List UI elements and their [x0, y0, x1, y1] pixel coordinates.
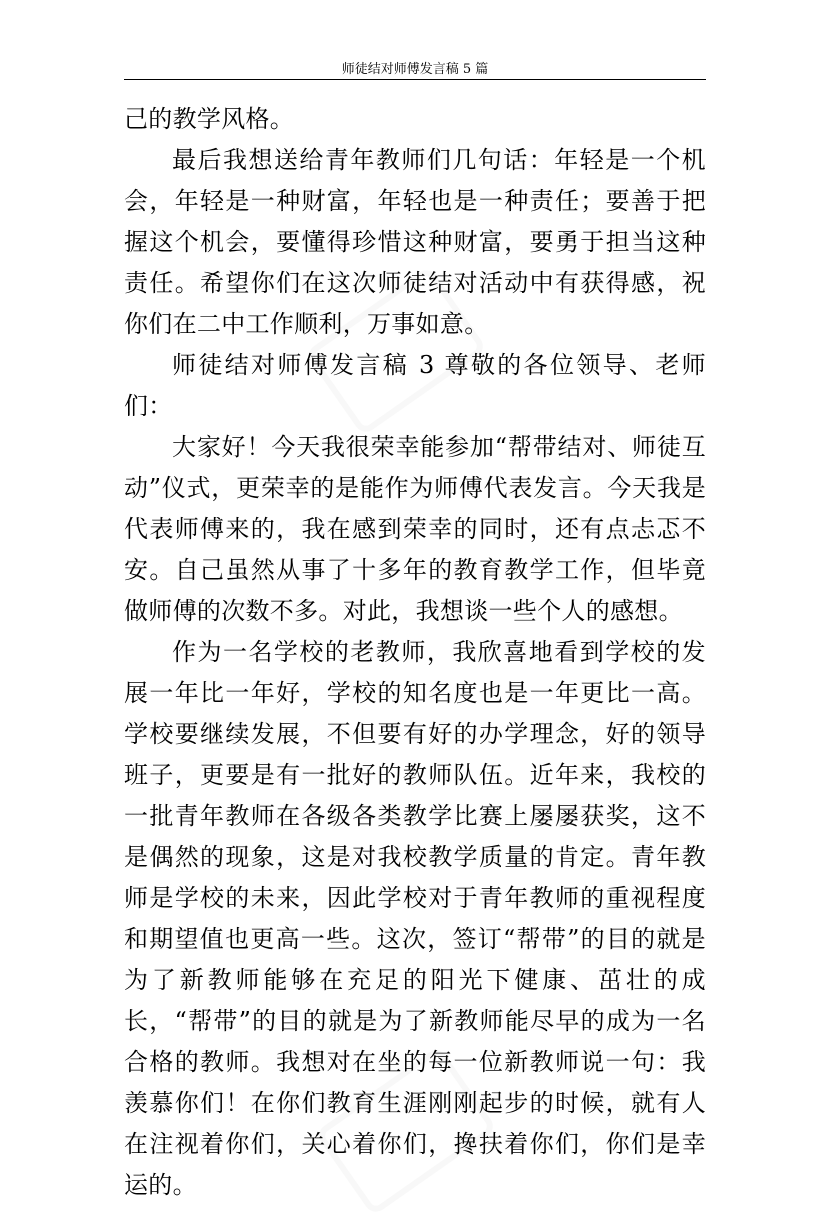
- document-body: [124, 99, 706, 1206]
- paragraph-greeting: 大家好！今天我很荣幸能参加“帮带结对、师徒互动”仪式，更荣幸的是能作为师傅代表发言。今天我是代表师傅来的，我在感到荣幸的同时，还有点忐忑不安。自己虽然从事了十多年的教育教学工作，但毕竟做师傅的次数不多。对此，我想谈一些个人的感想。: [124, 433, 706, 625]
- paragraph-closing-message: 最后我想送给青年教师们几句话：年轻是一个机会，年轻是一种财富，年轻也是一种责任；要善于把握这个机会，要懂得珍惜这种财富，要勇于担当这种责任。希望你们在这次师徒结对活动中有获得感，祝你们在二中工作顺利，万事如意。: [124, 146, 706, 338]
- paragraph-continuation: 己的教学风格。: [124, 105, 295, 133]
- paragraph-section-heading: 师徒结对师傅发言稿 3 尊敬的各位领导、老师们：: [124, 351, 706, 420]
- paragraph-main: 作为一名学校的老教师，我欣喜地看到学校的发展一年比一年好，学校的知名度也是一年更比一高。学校要继续发展，不但要有好的办学理念，好的领导班子，更要是有一批好的教师队伍。近年来，我校的一批青年教师在各级各类教学比赛上屡屡获奖，这不是偶然的现象，这是对我校教学质量的肯定。青年教师是学校的未来，因此学校对于青年教师的重视程度和期望值也更高一些。这次，签订“帮带”的目的就是为了新教师能够在充足的阳光下健康、茁壮的成长，“帮带”的目的就是为了新教师能尽早的成为一名合格的教师。我想对在坐的每一位新教师说一句：我羡慕你们！在你们教育生涯刚刚起步的时候，就有人在注视着你们，关心着你们，搀扶着你们，你们是幸运的。: [124, 638, 706, 1199]
- page-header: [124, 0, 706, 80]
- header-title: 师徒结对师傅发言稿 5 篇: [341, 62, 489, 77]
